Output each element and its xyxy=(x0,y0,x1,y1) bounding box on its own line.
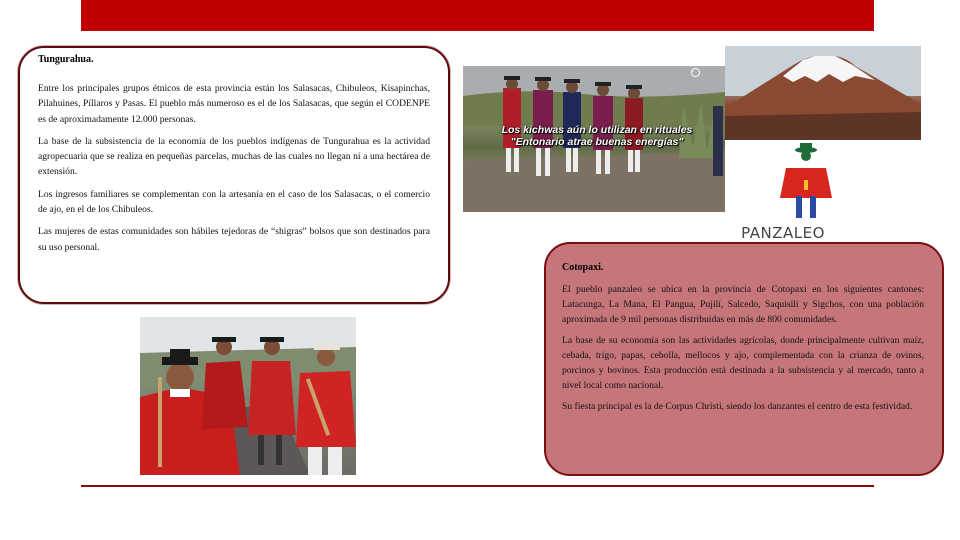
volcano-illustration xyxy=(725,46,921,140)
panzaleo-figure-icon xyxy=(730,140,836,224)
tungurahua-paragraph: Los ingresos familiares se complementan con la artesanía en el caso de los Salasacas, o el comercio de ajo, en el de los Chibuleos. xyxy=(38,188,430,216)
bottom-divider xyxy=(81,485,874,487)
cotopaxi-paragraph: El pueblo panzaleo se ubica en la provincia de Cotopaxi en los siguientes cantones: Latacunga, La Mana, El Pangua, Pujilí, Salcedo, Saquisilí y Sigchos, con una población aproximada de 9 mil personas distribuidas en más de 800 comunidades. xyxy=(562,284,924,325)
panzaleo-logo xyxy=(730,140,836,242)
caption-line-2: "Entonario atrae buenas energías" xyxy=(510,136,684,148)
tungurahua-paragraph: La base de la subsistencia de la economía de los pueblos indígenas de Tungurahua es la actividad agropecuaria que se realiza en pequeñas parcelas, muchas de las cuales no llegan ni a una hectárea de extensión. xyxy=(38,135,430,178)
top-banner xyxy=(81,0,874,31)
cotopaxi-textbox xyxy=(544,242,944,476)
photo-caption xyxy=(487,124,707,148)
tungurahua-paragraph: Entre los principales grupos étnicos de esta provincia están los Salasacas, Chibuleos, Kisapinchas, Pilahuines, Píllaros y Pasas. El pueblo más numeroso es el de los Salasacas, que según el CODENPE es de aproximadamente 12.000 personas. xyxy=(38,83,430,125)
cotopaxi-title: Cotopaxi. xyxy=(562,262,604,273)
tungurahua-title: Tungurahua. xyxy=(38,54,94,65)
cotopaxi-paragraph: Su fiesta principal es la de Corpus Christi, siendo los danzantes el centro de esta festividad. xyxy=(562,401,913,412)
caption-line-1: Los kichwas aún lo utilizan en rituales xyxy=(501,124,693,136)
panzaleo-people-illustration xyxy=(140,317,356,475)
cotopaxi-volcano-photo xyxy=(725,46,921,140)
cotopaxi-paragraph: La base de su economía son las actividades agrícolas, donde principalmente cultivan maíz, cebada, trigo, papas, cebolla, mellocos y ajo, complementada con la crianza de ovinos, porcinos y bovinos. Esta producción está destinada a la subsistencia y al mercado, tanto a nivel local como nacional. xyxy=(562,335,924,391)
copyright-badge-icon: c xyxy=(691,68,700,77)
panzaleo-people-photo xyxy=(140,317,356,475)
panzaleo-logo-text: PANZALEO xyxy=(741,224,825,242)
tungurahua-textbox xyxy=(18,46,450,304)
tungurahua-paragraph: Las mujeres de estas comunidades son hábiles tejedoras de “shigras” bolsos que son destinados para su uso personal. xyxy=(38,226,430,253)
kichwa-procession-photo xyxy=(463,66,725,212)
